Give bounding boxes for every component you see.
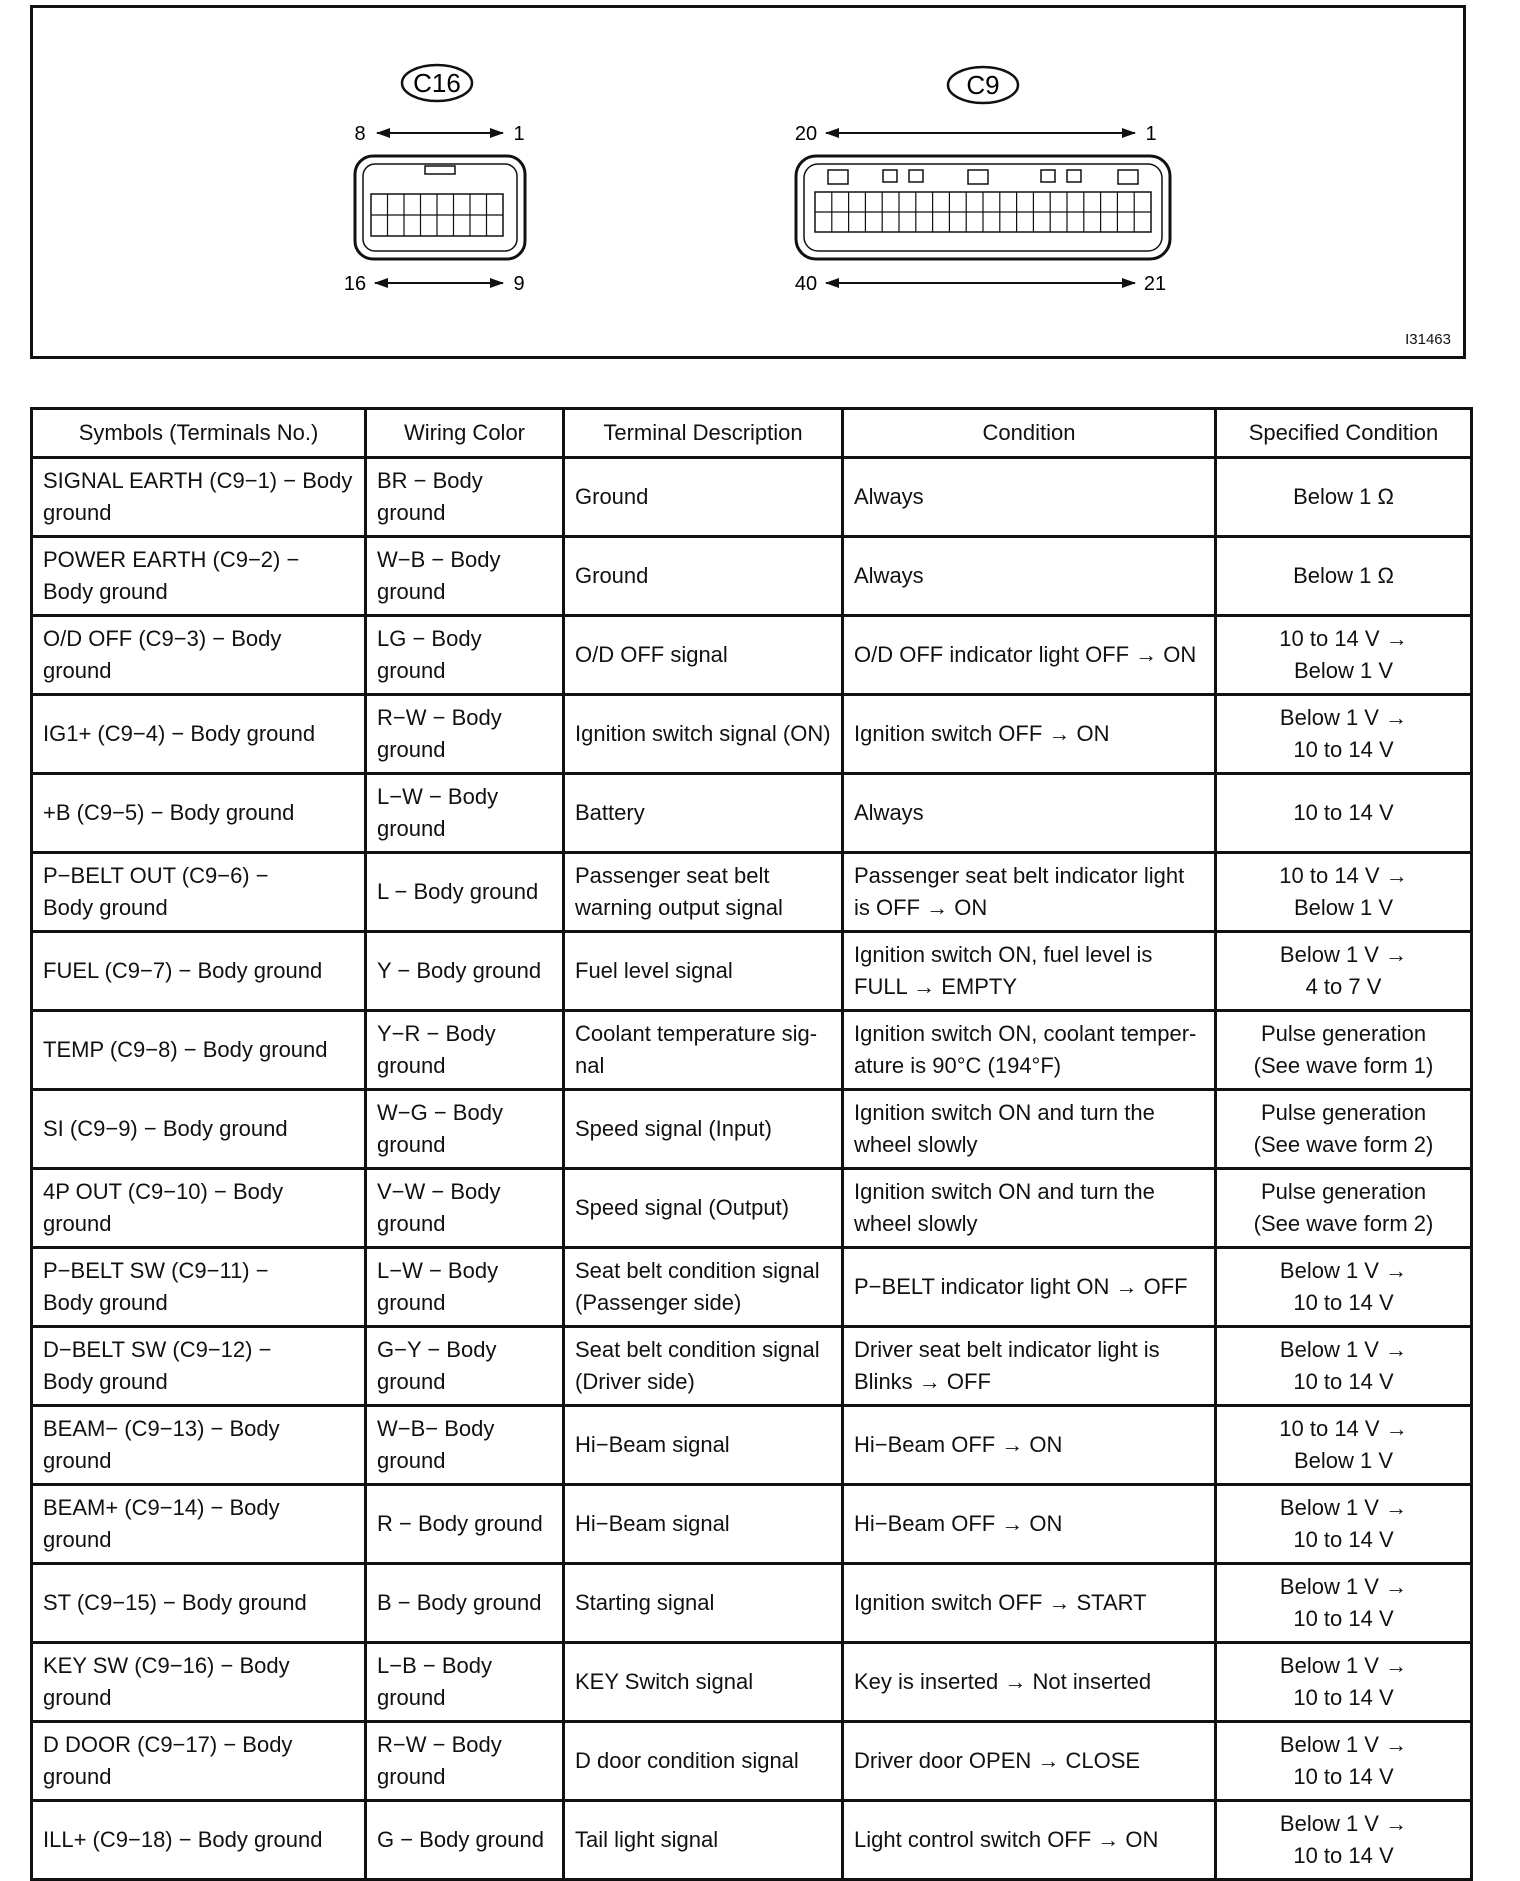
- condition-cell: [843, 1722, 1216, 1801]
- condition-cell: [843, 1485, 1216, 1564]
- condition-text: O/D OFF indicator light OFF → ON: [854, 642, 1197, 667]
- specified-condition-text: Below 1 V → 4 to 7 V: [1279, 942, 1408, 999]
- specified-condition-cell: [1216, 1485, 1472, 1564]
- wiring-color-cell: [366, 458, 564, 537]
- c9-latches: [828, 170, 1138, 184]
- wiring-color-cell: [366, 1011, 564, 1090]
- condition-cell: [843, 695, 1216, 774]
- condition-text: Always: [854, 484, 924, 509]
- wiring-color-text: L−B − Body ground: [377, 1653, 492, 1710]
- symbol-text: ST (C9−15) − Body ground: [43, 1590, 307, 1615]
- wiring-color-text: Y − Body ground: [377, 958, 542, 983]
- description-text: Tail light signal: [575, 1827, 719, 1852]
- c16-pin-top-left: 8: [354, 123, 366, 145]
- description-text: Hi−Beam signal: [575, 1432, 730, 1457]
- wiring-color-cell: [366, 537, 564, 616]
- condition-text: Light control switch OFF → ON: [854, 1827, 1159, 1852]
- specified-condition-cell: [1216, 1248, 1472, 1327]
- symbol-cell: [32, 1801, 366, 1880]
- specified-condition-text: Below 1 Ω: [1293, 484, 1394, 509]
- specified-condition-cell: [1216, 1722, 1472, 1801]
- specified-condition-text: Below 1 V → 10 to 14 V: [1279, 1258, 1408, 1315]
- c16-pin-bottom-left: 16: [343, 273, 367, 295]
- condition-cell: [843, 1406, 1216, 1485]
- table-row: [32, 1406, 1472, 1485]
- terminal-spec-table: [30, 407, 1473, 1881]
- wiring-color-text: G − Body ground: [377, 1827, 544, 1852]
- condition-cell: [843, 1169, 1216, 1248]
- condition-cell: [843, 1327, 1216, 1406]
- table-row: [32, 537, 1472, 616]
- description-cell: [564, 1327, 843, 1406]
- condition-cell: [843, 1248, 1216, 1327]
- symbol-text: P−BELT OUT (C9−6) − Body ground: [43, 863, 269, 920]
- specified-condition-text: 10 to 14 V: [1293, 800, 1394, 825]
- description-text: KEY Switch signal: [575, 1669, 754, 1694]
- symbol-text: ILL+ (C9−18) − Body ground: [43, 1827, 323, 1852]
- condition-text: Hi−Beam OFF → ON: [854, 1511, 1063, 1536]
- specified-condition-text: Below 1 Ω: [1293, 563, 1394, 588]
- description-text: Seat belt condition signal (Passenger side): [575, 1258, 820, 1315]
- description-text: Speed signal (Output): [575, 1195, 790, 1220]
- description-text: Hi−Beam signal: [575, 1511, 730, 1536]
- description-text: Speed signal (Input): [575, 1116, 772, 1141]
- symbol-cell: [32, 932, 366, 1011]
- symbol-cell: [32, 616, 366, 695]
- symbol-text: D−BELT SW (C9−12) − Body ground: [43, 1337, 272, 1394]
- description-cell: [564, 1643, 843, 1722]
- description-cell: [564, 1406, 843, 1485]
- specified-condition-cell: [1216, 1643, 1472, 1722]
- description-cell: [564, 1090, 843, 1169]
- table-row: [32, 853, 1472, 932]
- specified-condition-text: Below 1 V → 10 to 14 V: [1279, 1495, 1408, 1552]
- wiring-color-text: B − Body ground: [377, 1590, 542, 1615]
- table-row: [32, 458, 1472, 537]
- symbol-cell: [32, 537, 366, 616]
- symbol-text: IG1+ (C9−4) − Body ground: [43, 721, 316, 746]
- condition-cell: [843, 1643, 1216, 1722]
- specified-condition-cell: [1216, 695, 1472, 774]
- wiring-color-text: W−G − Body ground: [377, 1100, 503, 1157]
- description-text: Fuel level signal: [575, 958, 733, 983]
- description-cell: [564, 1801, 843, 1880]
- connector-drawing: [33, 8, 1463, 356]
- symbol-text: TEMP (C9−8) − Body ground: [43, 1037, 328, 1062]
- wiring-color-cell: [366, 695, 564, 774]
- symbol-cell: [32, 695, 366, 774]
- symbol-text: D DOOR (C9−17) − Body ground: [43, 1732, 293, 1789]
- wiring-color-cell: [366, 1090, 564, 1169]
- condition-cell: [843, 458, 1216, 537]
- specified-condition-cell: [1216, 1090, 1472, 1169]
- condition-text: Ignition switch ON, fuel level is FULL → EMPTY: [854, 942, 1153, 999]
- header-terminal-description: Terminal Description: [564, 409, 843, 458]
- table-header-row: [32, 409, 1472, 458]
- connector-diagram: [30, 5, 1466, 359]
- c9-pin-bottom-left: 40: [794, 273, 818, 295]
- description-cell: [564, 1485, 843, 1564]
- description-cell: [564, 537, 843, 616]
- symbol-text: KEY SW (C9−16) − Body ground: [43, 1653, 290, 1710]
- c9-pin-bottom-right: 21: [1143, 273, 1167, 295]
- symbol-cell: [32, 1406, 366, 1485]
- symbol-cell: [32, 853, 366, 932]
- wiring-color-cell: [366, 616, 564, 695]
- condition-cell: [843, 616, 1216, 695]
- specified-condition-cell: [1216, 1406, 1472, 1485]
- table-row: [32, 774, 1472, 853]
- wiring-color-text: G−Y − Body ground: [377, 1337, 497, 1394]
- specified-condition-cell: [1216, 932, 1472, 1011]
- wiring-color-text: R − Body ground: [377, 1511, 543, 1536]
- specified-condition-cell: [1216, 853, 1472, 932]
- symbol-cell: [32, 1169, 366, 1248]
- condition-text: Ignition switch ON, coolant temper-ature is 90°C (194°F): [854, 1021, 1197, 1078]
- condition-text: Hi−Beam OFF → ON: [854, 1432, 1063, 1457]
- symbol-cell: [32, 458, 366, 537]
- specified-condition-text: Below 1 V → 10 to 14 V: [1279, 1574, 1408, 1631]
- description-cell: [564, 1564, 843, 1643]
- wiring-color-text: LG − Body ground: [377, 626, 482, 683]
- specified-condition-text: Below 1 V → 10 to 14 V: [1279, 705, 1408, 762]
- wiring-color-cell: [366, 1643, 564, 1722]
- wiring-color-text: Y−R − Body ground: [377, 1021, 496, 1078]
- wiring-color-cell: [366, 1327, 564, 1406]
- description-cell: [564, 1248, 843, 1327]
- description-text: Seat belt condition signal (Driver side): [575, 1337, 820, 1394]
- description-cell: [564, 774, 843, 853]
- symbol-text: O/D OFF (C9−3) − Body ground: [43, 626, 282, 683]
- description-text: Ground: [575, 484, 649, 509]
- description-cell: [564, 695, 843, 774]
- wiring-color-text: R−W − Body ground: [377, 705, 502, 762]
- condition-text: Ignition switch ON and turn the wheel slowly: [854, 1179, 1155, 1236]
- condition-text: Ignition switch ON and turn the wheel slowly: [854, 1100, 1155, 1157]
- c9-label: C9: [966, 70, 1000, 100]
- table-body: [32, 458, 1472, 1880]
- description-cell: [564, 458, 843, 537]
- condition-text: Key is inserted → Not inserted: [854, 1669, 1152, 1694]
- wiring-color-text: L−W − Body ground: [377, 1258, 499, 1315]
- symbol-text: FUEL (C9−7) − Body ground: [43, 958, 323, 983]
- specified-condition-text: Below 1 V → 10 to 14 V: [1279, 1337, 1408, 1394]
- wiring-color-text: BR − Body ground: [377, 468, 483, 525]
- table-row: [32, 616, 1472, 695]
- wiring-color-cell: [366, 774, 564, 853]
- wiring-color-cell: [366, 1801, 564, 1880]
- wiring-color-text: L − Body ground: [377, 879, 539, 904]
- specified-condition-text: Pulse generation (See wave form 2): [1253, 1179, 1434, 1236]
- table-row: [32, 1169, 1472, 1248]
- table-row: [32, 1801, 1472, 1880]
- wiring-color-text: V−W − Body ground: [377, 1179, 501, 1236]
- condition-cell: [843, 1564, 1216, 1643]
- symbol-text: P−BELT SW (C9−11) − Body ground: [43, 1258, 269, 1315]
- symbol-text: BEAM− (C9−13) − Body ground: [43, 1416, 280, 1473]
- table-row: [32, 1248, 1472, 1327]
- table-row: [32, 695, 1472, 774]
- description-text: Coolant temperature sig-nal: [575, 1021, 818, 1078]
- header-condition: Condition: [843, 409, 1216, 458]
- header-symbols: Symbols (Terminals No.): [32, 409, 366, 458]
- description-text: O/D OFF signal: [575, 642, 728, 667]
- table-row: [32, 1327, 1472, 1406]
- wiring-color-cell: [366, 1722, 564, 1801]
- table-row: [32, 1643, 1472, 1722]
- specified-condition-text: Pulse generation (See wave form 1): [1253, 1021, 1434, 1078]
- specified-condition-cell: [1216, 616, 1472, 695]
- symbol-text: 4P OUT (C9−10) − Body ground: [43, 1179, 284, 1236]
- specified-condition-cell: [1216, 1169, 1472, 1248]
- description-cell: [564, 616, 843, 695]
- table-row: [32, 1011, 1472, 1090]
- specified-condition-text: Below 1 V → 10 to 14 V: [1279, 1811, 1408, 1868]
- header-wiring-color: Wiring Color: [366, 409, 564, 458]
- symbol-text: +B (C9−5) − Body ground: [43, 800, 295, 825]
- wiring-color-text: W−B− Body ground: [377, 1416, 495, 1473]
- symbol-text: BEAM+ (C9−14) − Body ground: [43, 1495, 280, 1552]
- table-row: [32, 1564, 1472, 1643]
- header-specified-condition: Specified Condition: [1216, 409, 1472, 458]
- specified-condition-text: 10 to 14 V → Below 1 V: [1279, 863, 1408, 920]
- wiring-color-cell: [366, 1564, 564, 1643]
- condition-text: Driver seat belt indicator light is Blinks → OFF: [854, 1337, 1160, 1394]
- wiring-color-text: R−W − Body ground: [377, 1732, 502, 1789]
- table-row: [32, 1485, 1472, 1564]
- wiring-color-text: L−W − Body ground: [377, 784, 499, 841]
- condition-text: Always: [854, 563, 924, 588]
- symbol-cell: [32, 774, 366, 853]
- wiring-color-text: W−B − Body ground: [377, 547, 501, 604]
- description-cell: [564, 853, 843, 932]
- c16-label: C16: [413, 68, 461, 98]
- c16-latch: [425, 166, 455, 174]
- condition-text: Passenger seat belt indicator light is OFF → ON: [854, 863, 1185, 920]
- condition-cell: [843, 1011, 1216, 1090]
- description-cell: [564, 1169, 843, 1248]
- description-cell: [564, 932, 843, 1011]
- condition-text: Always: [854, 800, 924, 825]
- description-text: Ignition switch signal (ON): [575, 721, 831, 746]
- c9-pin-top-right: 1: [1145, 123, 1157, 145]
- specified-condition-text: 10 to 14 V → Below 1 V: [1279, 1416, 1408, 1473]
- symbol-cell: [32, 1643, 366, 1722]
- specified-condition-cell: [1216, 1801, 1472, 1880]
- wiring-color-cell: [366, 1169, 564, 1248]
- description-text: Battery: [575, 800, 645, 825]
- c16-housing: [355, 156, 525, 259]
- table-row: [32, 1722, 1472, 1801]
- description-cell: [564, 1011, 843, 1090]
- c16-pin-top-right: 1: [513, 123, 525, 145]
- specified-condition-cell: [1216, 537, 1472, 616]
- condition-cell: [843, 537, 1216, 616]
- wiring-color-cell: [366, 932, 564, 1011]
- symbol-cell: [32, 1722, 366, 1801]
- symbol-cell: [32, 1090, 366, 1169]
- symbol-text: SI (C9−9) − Body ground: [43, 1116, 288, 1141]
- symbol-text: SIGNAL EARTH (C9−1) − Body ground: [43, 468, 353, 525]
- table-row: [32, 932, 1472, 1011]
- wiring-color-cell: [366, 1248, 564, 1327]
- condition-cell: [843, 774, 1216, 853]
- wiring-color-cell: [366, 1406, 564, 1485]
- wiring-color-cell: [366, 1485, 564, 1564]
- symbol-cell: [32, 1485, 366, 1564]
- c16-pin-bottom-right: 9: [513, 273, 525, 295]
- condition-text: Ignition switch OFF → START: [854, 1590, 1147, 1615]
- specified-condition-cell: [1216, 458, 1472, 537]
- description-text: D door condition signal: [575, 1748, 799, 1773]
- figure-id: I31463: [1405, 331, 1451, 348]
- specified-condition-text: Below 1 V → 10 to 14 V: [1279, 1653, 1408, 1710]
- table-row: [32, 1090, 1472, 1169]
- description-text: Passenger seat belt warning output signal: [575, 863, 783, 920]
- condition-text: P−BELT indicator light ON → OFF: [854, 1274, 1188, 1299]
- symbol-cell: [32, 1011, 366, 1090]
- specified-condition-cell: [1216, 774, 1472, 853]
- specified-condition-text: 10 to 14 V → Below 1 V: [1279, 626, 1408, 683]
- symbol-cell: [32, 1327, 366, 1406]
- symbol-text: POWER EARTH (C9−2) − Body ground: [43, 547, 300, 604]
- specified-condition-cell: [1216, 1564, 1472, 1643]
- condition-cell: [843, 1801, 1216, 1880]
- condition-cell: [843, 1090, 1216, 1169]
- symbol-cell: [32, 1248, 366, 1327]
- condition-text: Ignition switch OFF → ON: [854, 721, 1110, 746]
- condition-cell: [843, 853, 1216, 932]
- specified-condition-cell: [1216, 1011, 1472, 1090]
- specified-condition-text: Pulse generation (See wave form 2): [1253, 1100, 1434, 1157]
- description-cell: [564, 1722, 843, 1801]
- wiring-color-cell: [366, 853, 564, 932]
- condition-text: Driver door OPEN → CLOSE: [854, 1748, 1141, 1773]
- condition-cell: [843, 932, 1216, 1011]
- symbol-cell: [32, 1564, 366, 1643]
- c9-pin-top-left: 20: [794, 123, 818, 145]
- specified-condition-text: Below 1 V → 10 to 14 V: [1279, 1732, 1408, 1789]
- description-text: Starting signal: [575, 1590, 715, 1615]
- specified-condition-cell: [1216, 1327, 1472, 1406]
- description-text: Ground: [575, 563, 649, 588]
